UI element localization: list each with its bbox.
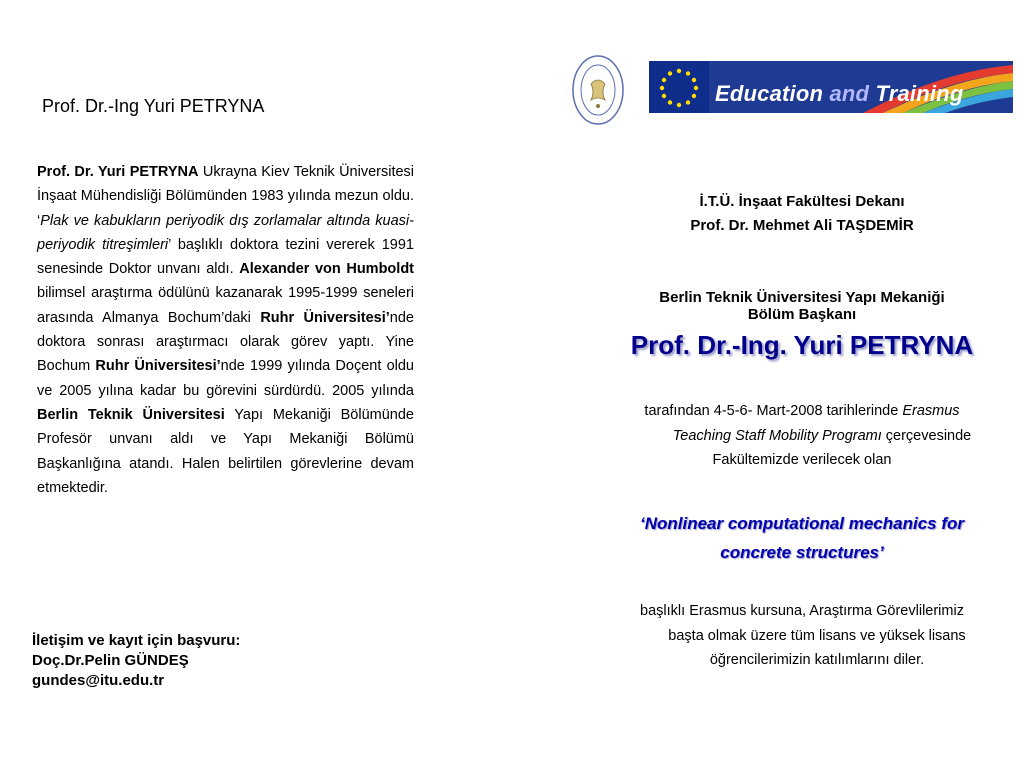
program-erasmus: Erasmus xyxy=(902,403,960,419)
guest-lecturer-name: Prof. Dr.-Ing. Yuri PETRYNA xyxy=(630,330,974,360)
berlin-affiliation xyxy=(580,289,1024,323)
course-quote: ‘ xyxy=(639,514,645,533)
contact-heading: İletişim ve kayıt için başvuru: xyxy=(32,632,241,649)
program-description xyxy=(580,399,1024,473)
program-line-3: Fakültemizde verilecek olan xyxy=(712,452,892,468)
speaker-title: Prof. Dr.-Ing Yuri PETRYNA xyxy=(42,96,265,116)
bio-humboldt: Alexander von Humboldt xyxy=(239,261,415,278)
bio-ruhr-1: Ruhr Üniversitesi’ xyxy=(260,309,390,326)
contact-person: Doç.Dr.Pelin GÜNDEŞ xyxy=(32,652,189,669)
education-and-training-banner xyxy=(649,61,1013,113)
invitation-line-3: öğrencilerimizin katılımlarını diler. xyxy=(709,652,925,668)
bio-text-1: Ukrayna Kiev Teknik Üniversitesi İnşaat Mühendisliği Bölümünden 1983 yılında mezun oldu. ‘ xyxy=(37,164,415,229)
bio-text-5: nde 1999 yılında Doçent oldu ve 2005 yılına kadar bu görevini sürdürdü. 2005 yılında xyxy=(37,358,414,399)
banner-word-and: and xyxy=(829,81,870,106)
program-line-2 xyxy=(580,424,1024,449)
bio-text-3: bilimsel araştırma ödülünü kazanarak 1995-1999 seneleri arasında Almanya Bochum’daki xyxy=(37,285,414,326)
eu-flag-icon xyxy=(649,61,709,113)
course-title-part-1: Nonlinear computational mechanics for xyxy=(644,514,964,533)
course-title-line-1 xyxy=(580,509,1024,538)
berlin-line-1: Berlin Teknik Üniversitesi Yapı Mekaniği xyxy=(659,289,945,306)
bio-name: Prof. Dr. Yuri PETRYNA xyxy=(37,164,199,180)
dean-title: İ.T.Ü. İnşaat Fakültesi Dekanı xyxy=(699,193,905,210)
contact-email[interactable]: gundes@itu.edu.tr xyxy=(32,672,165,689)
contact-block xyxy=(32,631,240,691)
invitation-text xyxy=(580,599,1024,673)
program-line-1 xyxy=(580,399,1024,424)
bio-text-6: Yapı Mekaniği Bölümünde Profesör unvanı aldı ve Yapı Mekaniği Bölümü Başkanlığına atandı. Halen belirtilen görevlerine devam etmektedir. xyxy=(37,406,414,496)
bio-thesis-title: Plak ve kabukların periyodik dış zorlamalar altında kuasi-periyodik titreşimleri xyxy=(37,212,414,253)
bio-ruhr-2: Ruhr Üniversitesi’ xyxy=(95,358,221,375)
university-seal-icon xyxy=(571,54,625,126)
banner-word-training: Training xyxy=(869,81,964,106)
dean-name: Prof. Dr. Mehmet Ali TAŞDEMİR xyxy=(690,217,914,234)
course-title xyxy=(580,509,1024,567)
bio-text-2: ’ başlıklı doktora tezini vererek 1991 senesinde Doktor unvanı aldı. xyxy=(37,236,414,278)
berlin-line-2: Bölüm Başkanı xyxy=(747,306,857,323)
bio-berlin: Berlin Teknik Üniversitesi xyxy=(37,406,225,423)
banner-word-education: Education xyxy=(715,81,830,106)
program-name: Teaching Staff Mobility Programı xyxy=(672,427,882,444)
bio-text-4: nde doktora sonrası araştırmacı olarak görev yaptı. Yine Bochum xyxy=(37,309,414,375)
program-framework: çerçevesinde xyxy=(881,427,972,444)
banner-text xyxy=(715,81,963,107)
program-dates: tarafından 4-5-6- Mart-2008 tarihlerinde xyxy=(644,403,903,419)
invitation-line-1: başlıklı Erasmus kursuna, Araştırma Görevlilerimiz xyxy=(640,603,964,619)
invitation-line-2: başta olmak üzere tüm lisans ve yüksek lisans xyxy=(668,627,966,644)
speaker-biography xyxy=(37,160,414,500)
course-title-line-2: concrete structures’ xyxy=(720,543,884,562)
